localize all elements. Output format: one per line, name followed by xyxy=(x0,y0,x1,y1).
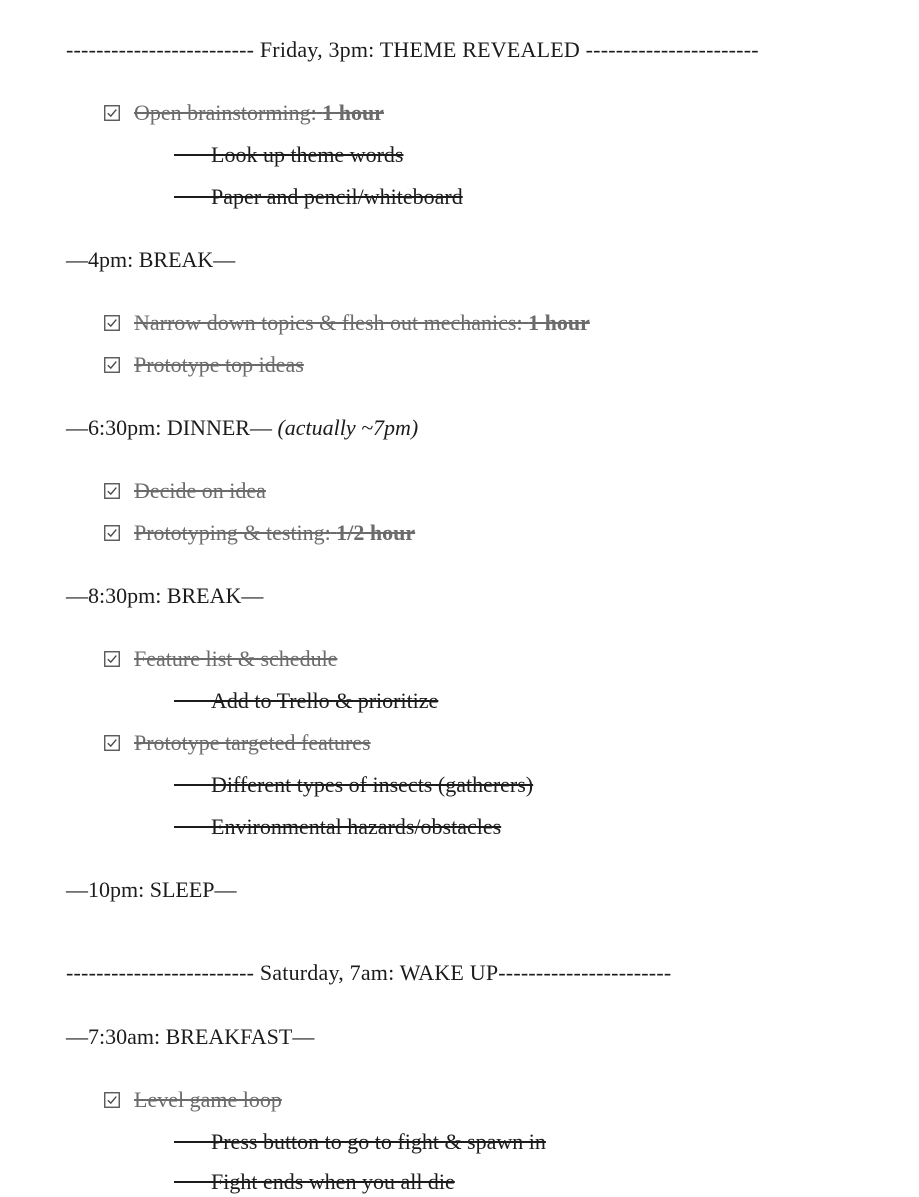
dash-bullet-icon xyxy=(174,1167,211,1197)
task-label: Prototype top ideas xyxy=(134,352,304,377)
task-label: Feature list & schedule xyxy=(134,646,338,671)
task-feature-list[interactable] xyxy=(104,644,337,674)
break-4pm: —4pm: BREAK— xyxy=(66,247,236,272)
task-open-brainstorming[interactable] xyxy=(104,98,384,128)
task-narrow-down-topics[interactable] xyxy=(104,308,590,338)
checked-box-icon[interactable] xyxy=(104,1092,120,1108)
subtask-item: Add to Trello & prioritize xyxy=(174,686,438,716)
task-decide-on-idea[interactable] xyxy=(104,476,266,506)
task-label: Narrow down topics & flesh out mechanics: 1 hour xyxy=(134,310,590,335)
subtask-item: Press button to go to fight & spawn in xyxy=(174,1127,546,1157)
subtask-item: Environmental hazards/obstacles xyxy=(174,812,501,842)
task-level-game-loop[interactable] xyxy=(104,1085,282,1115)
checked-box-icon[interactable] xyxy=(104,483,120,499)
checked-box-icon[interactable] xyxy=(104,315,120,331)
checked-box-icon[interactable] xyxy=(104,735,120,751)
subtask-item: Paper and pencil/whiteboard xyxy=(174,182,463,212)
checked-box-icon[interactable] xyxy=(104,651,120,667)
dash-bullet-icon xyxy=(174,182,211,212)
dinner-note: (actually ~7pm) xyxy=(277,415,419,440)
dash-bullet-icon xyxy=(174,812,211,842)
task-label: Open brainstorming: 1 hour xyxy=(134,100,384,125)
dash-bullet-icon xyxy=(174,686,211,716)
dash-bullet-icon xyxy=(174,140,211,170)
task-label: Level game loop xyxy=(134,1087,282,1112)
sleep-10pm: —10pm: SLEEP— xyxy=(66,877,237,902)
friday-divider: ------------------------- Friday, 3pm: THEME REVEALED ----------------------- xyxy=(66,37,759,62)
task-prototype-top-ideas[interactable] xyxy=(104,350,304,380)
task-prototyping-testing[interactable] xyxy=(104,518,415,548)
checked-box-icon[interactable] xyxy=(104,357,120,373)
subtask-item: Fight ends when you all die xyxy=(174,1167,455,1197)
saturday-divider: ------------------------- Saturday, 7am: WAKE UP----------------------- xyxy=(66,960,672,985)
dash-bullet-icon xyxy=(174,1127,211,1157)
task-prototype-targeted-features[interactable] xyxy=(104,728,371,758)
break-830pm: —8:30pm: BREAK— xyxy=(66,583,264,608)
dash-bullet-icon xyxy=(174,770,211,800)
breakfast-730am: —7:30am: BREAKFAST— xyxy=(66,1024,315,1049)
checked-box-icon[interactable] xyxy=(104,105,120,121)
task-label: Prototyping & testing: 1/2 hour xyxy=(134,520,416,545)
subtask-item: Different types of insects (gatherers) xyxy=(174,770,533,800)
checked-box-icon[interactable] xyxy=(104,525,120,541)
task-label: Prototype targeted features xyxy=(134,730,371,755)
task-label: Decide on idea xyxy=(134,478,266,503)
subtask-item: Look up theme words xyxy=(174,140,403,170)
dinner-break: —6:30pm: DINNER— (actually ~7pm) xyxy=(66,415,419,440)
